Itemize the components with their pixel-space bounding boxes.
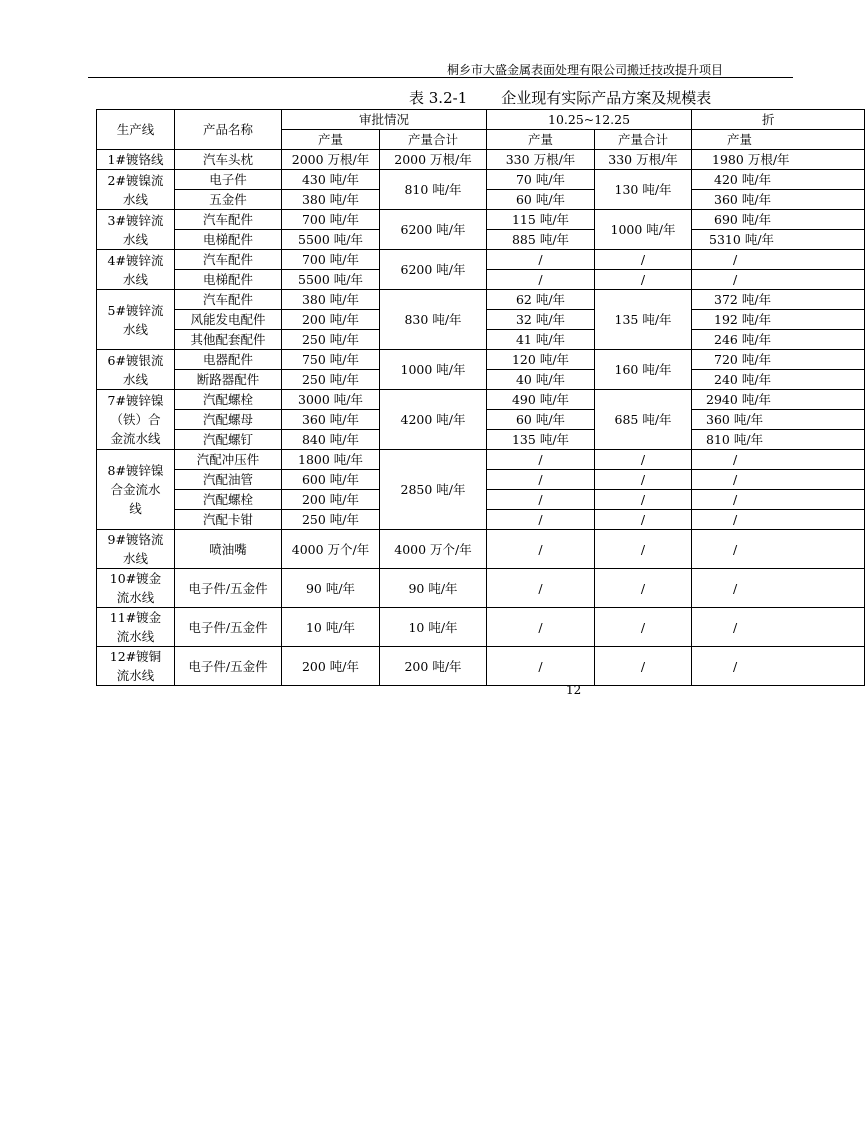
approved-total: 2850 吨/年 xyxy=(380,450,487,530)
approved-output: 3000 吨/年 xyxy=(282,390,380,410)
converted-output: / xyxy=(692,490,865,510)
converted-output: 2940 吨/年 xyxy=(692,390,865,410)
period-output: 885 吨/年 xyxy=(487,230,595,250)
approved-total: 830 吨/年 xyxy=(380,290,487,350)
product-name: 电梯配件 xyxy=(175,230,282,250)
approved-output: 360 吨/年 xyxy=(282,410,380,430)
converted-output: / xyxy=(692,470,865,490)
line-name: 9#镀铬流水线 xyxy=(97,530,175,569)
converted-output: 690 吨/年 xyxy=(692,210,865,230)
col-header-approval: 审批情况 xyxy=(282,110,487,130)
line-name: 3#镀锌流水线 xyxy=(97,210,175,250)
table-container xyxy=(96,109,793,683)
line-name: 12#镀铜流水线 xyxy=(97,647,175,686)
period-output: / xyxy=(487,608,595,647)
col-header-cut-output: 产量 xyxy=(692,130,865,150)
converted-output: 372 吨/年 xyxy=(692,290,865,310)
period-total: 160 吨/年 xyxy=(595,350,692,390)
approved-output: 600 吨/年 xyxy=(282,470,380,490)
product-name: 其他配套配件 xyxy=(175,330,282,350)
product-name: 断路器配件 xyxy=(175,370,282,390)
approved-total: 4000 万个/年 xyxy=(380,530,487,569)
table-row xyxy=(97,647,865,686)
converted-output: / xyxy=(692,569,865,608)
table-row xyxy=(97,530,865,569)
approved-total: 2000 万根/年 xyxy=(380,150,487,170)
period-output: / xyxy=(487,470,595,490)
period-output: 70 吨/年 xyxy=(487,170,595,190)
table-row xyxy=(97,210,865,230)
table-row xyxy=(97,390,865,410)
period-output: 41 吨/年 xyxy=(487,330,595,350)
period-total: / xyxy=(595,510,692,530)
approved-output: 200 吨/年 xyxy=(282,310,380,330)
page-header-text: 桐乡市大盛金属表面处理有限公司搬迁技改提升项目 xyxy=(446,63,723,77)
header-row-1 xyxy=(97,110,865,130)
converted-output: 720 吨/年 xyxy=(692,350,865,370)
page-number: 12 xyxy=(566,683,582,697)
converted-output: 360 吨/年 xyxy=(692,410,865,430)
table-row xyxy=(97,450,865,470)
approved-output: 4000 万个/年 xyxy=(282,530,380,569)
product-name: 汽车配件 xyxy=(175,290,282,310)
period-output: 135 吨/年 xyxy=(487,430,595,450)
period-total: / xyxy=(595,250,692,270)
line-name: 5#镀锌流水线 xyxy=(97,290,175,350)
col-header-approved-total: 产量合计 xyxy=(380,130,487,150)
line-name: 11#镀金流水线 xyxy=(97,608,175,647)
converted-output: / xyxy=(692,608,865,647)
col-header-cut-group: 折 xyxy=(692,110,865,130)
converted-output: 192 吨/年 xyxy=(692,310,865,330)
period-total: 130 吨/年 xyxy=(595,170,692,210)
period-total: 135 吨/年 xyxy=(595,290,692,350)
approved-output: 90 吨/年 xyxy=(282,569,380,608)
approved-total: 200 吨/年 xyxy=(380,647,487,686)
approved-output: 380 吨/年 xyxy=(282,290,380,310)
period-output: 490 吨/年 xyxy=(487,390,595,410)
product-name: 电子件/五金件 xyxy=(175,608,282,647)
col-header-period-output: 产量 xyxy=(487,130,595,150)
converted-output: 810 吨/年 xyxy=(692,430,865,450)
product-name: 汽配油管 xyxy=(175,470,282,490)
period-output: 32 吨/年 xyxy=(487,310,595,330)
period-output: / xyxy=(487,569,595,608)
table-row xyxy=(97,250,865,270)
period-output: 120 吨/年 xyxy=(487,350,595,370)
period-total: / xyxy=(595,569,692,608)
line-name: 1#镀铬线 xyxy=(97,150,175,170)
approved-total: 1000 吨/年 xyxy=(380,350,487,390)
converted-output: / xyxy=(692,647,865,686)
period-output: / xyxy=(487,270,595,290)
product-name: 电子件/五金件 xyxy=(175,647,282,686)
period-total: / xyxy=(595,608,692,647)
product-table xyxy=(96,109,865,686)
line-name: 7#镀锌镍（铁）合金流水线 xyxy=(97,390,175,450)
converted-output: / xyxy=(692,450,865,470)
period-total: / xyxy=(595,450,692,470)
period-total: / xyxy=(595,490,692,510)
approved-output: 200 吨/年 xyxy=(282,490,380,510)
product-name: 汽配螺母 xyxy=(175,410,282,430)
approved-output: 380 吨/年 xyxy=(282,190,380,210)
period-output: / xyxy=(487,510,595,530)
product-name: 电子件/五金件 xyxy=(175,569,282,608)
period-total: / xyxy=(595,470,692,490)
line-name: 10#镀金流水线 xyxy=(97,569,175,608)
converted-output: 5310 吨/年 xyxy=(692,230,865,250)
product-name: 汽车头枕 xyxy=(175,150,282,170)
converted-output: / xyxy=(692,270,865,290)
approved-output: 250 吨/年 xyxy=(282,370,380,390)
col-header-period-total: 产量合计 xyxy=(595,130,692,150)
approved-output: 10 吨/年 xyxy=(282,608,380,647)
line-name: 2#镀镍流水线 xyxy=(97,170,175,210)
period-output: / xyxy=(487,530,595,569)
product-name: 五金件 xyxy=(175,190,282,210)
col-header-line: 生产线 xyxy=(97,110,175,150)
approved-output: 2000 万根/年 xyxy=(282,150,380,170)
period-total: / xyxy=(595,530,692,569)
approved-output: 700 吨/年 xyxy=(282,210,380,230)
line-name: 6#镀银流水线 xyxy=(97,350,175,390)
approved-total: 4200 吨/年 xyxy=(380,390,487,450)
converted-output: 240 吨/年 xyxy=(692,370,865,390)
product-name: 风能发电配件 xyxy=(175,310,282,330)
approved-output: 5500 吨/年 xyxy=(282,230,380,250)
product-name: 汽配螺栓 xyxy=(175,490,282,510)
converted-output: / xyxy=(692,510,865,530)
approved-total: 6200 吨/年 xyxy=(380,210,487,250)
header-rule xyxy=(88,77,793,78)
converted-output: / xyxy=(692,250,865,270)
table-row xyxy=(97,608,865,647)
approved-total: 6200 吨/年 xyxy=(380,250,487,290)
col-header-product: 产品名称 xyxy=(175,110,282,150)
table-row xyxy=(97,569,865,608)
period-output: / xyxy=(487,647,595,686)
product-name: 汽配螺栓 xyxy=(175,390,282,410)
table-row xyxy=(97,350,865,370)
converted-output: 1980 万根/年 xyxy=(692,150,865,170)
period-output: 60 吨/年 xyxy=(487,410,595,430)
col-header-approved-output: 产量 xyxy=(282,130,380,150)
col-header-period: 10.25~12.25 xyxy=(487,110,692,130)
product-name: 汽配冲压件 xyxy=(175,450,282,470)
product-name: 汽车配件 xyxy=(175,250,282,270)
converted-output: 246 吨/年 xyxy=(692,330,865,350)
period-total: 685 吨/年 xyxy=(595,390,692,450)
approved-output: 840 吨/年 xyxy=(282,430,380,450)
product-name: 喷油嘴 xyxy=(175,530,282,569)
line-name: 4#镀锌流水线 xyxy=(97,250,175,290)
period-total: 330 万根/年 xyxy=(595,150,692,170)
approved-output: 250 吨/年 xyxy=(282,510,380,530)
product-name: 汽配卡钳 xyxy=(175,510,282,530)
converted-output: / xyxy=(692,530,865,569)
approved-total: 90 吨/年 xyxy=(380,569,487,608)
product-name: 电梯配件 xyxy=(175,270,282,290)
period-total: / xyxy=(595,270,692,290)
approved-output: 750 吨/年 xyxy=(282,350,380,370)
product-name: 电器配件 xyxy=(175,350,282,370)
period-output: 62 吨/年 xyxy=(487,290,595,310)
table-number: 表 3.2-1 xyxy=(409,89,468,107)
period-output: / xyxy=(487,250,595,270)
period-output: 330 万根/年 xyxy=(487,150,595,170)
approved-total: 810 吨/年 xyxy=(380,170,487,210)
table-row xyxy=(97,170,865,190)
table-caption xyxy=(409,87,711,108)
table-row xyxy=(97,150,865,170)
table-title: 企业现有实际产品方案及规模表 xyxy=(501,89,712,107)
period-output: / xyxy=(487,450,595,470)
period-output: 115 吨/年 xyxy=(487,210,595,230)
product-name: 电子件 xyxy=(175,170,282,190)
period-output: 40 吨/年 xyxy=(487,370,595,390)
line-name: 8#镀锌镍合金流水线 xyxy=(97,450,175,530)
approved-output: 430 吨/年 xyxy=(282,170,380,190)
table-row xyxy=(97,290,865,310)
period-output: 60 吨/年 xyxy=(487,190,595,210)
converted-output: 360 吨/年 xyxy=(692,190,865,210)
period-output: / xyxy=(487,490,595,510)
period-total: 1000 吨/年 xyxy=(595,210,692,250)
approved-output: 250 吨/年 xyxy=(282,330,380,350)
converted-output: 420 吨/年 xyxy=(692,170,865,190)
approved-output: 700 吨/年 xyxy=(282,250,380,270)
product-name: 汽配螺钉 xyxy=(175,430,282,450)
approved-output: 200 吨/年 xyxy=(282,647,380,686)
approved-output: 5500 吨/年 xyxy=(282,270,380,290)
period-total: / xyxy=(595,647,692,686)
product-name: 汽车配件 xyxy=(175,210,282,230)
approved-output: 1800 吨/年 xyxy=(282,450,380,470)
approved-total: 10 吨/年 xyxy=(380,608,487,647)
